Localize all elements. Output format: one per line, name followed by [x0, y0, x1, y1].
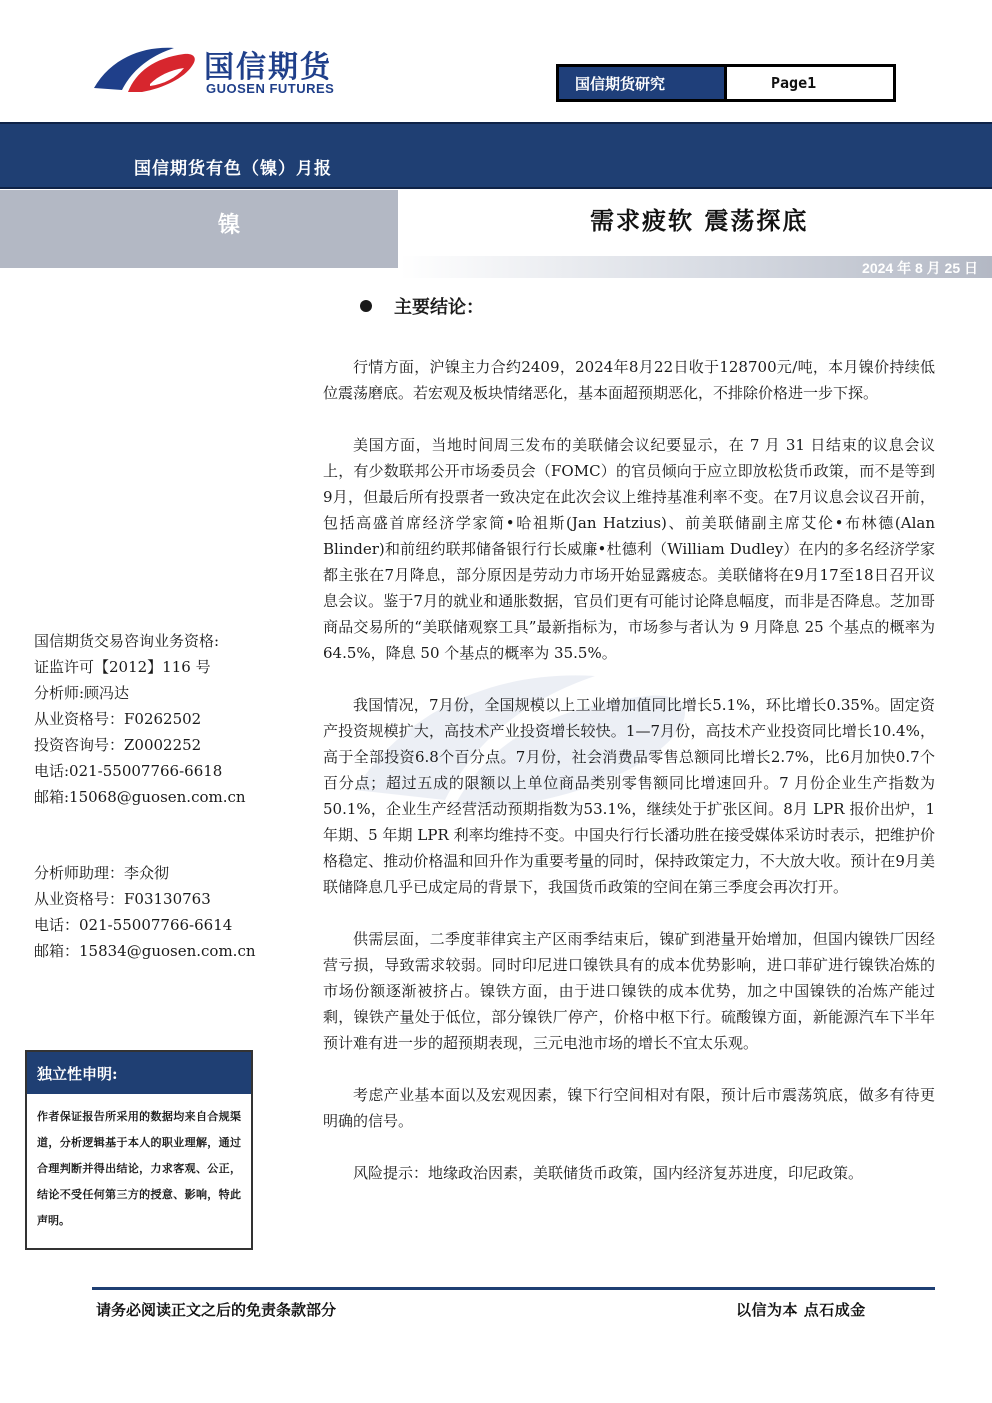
paragraph-risk: 风险提示：地缘政治因素，美联储货币政策，国内经济复苏进度，印尼政策。: [353, 1164, 864, 1182]
qualification-line: 国信期货交易咨询业务资格:: [34, 632, 220, 650]
paragraph-china: 我国情况，7月份，全国规模以上工业增加值同比增长5.1%，环比增长0.35%。固定资产投资规模扩大，高技术产业投资增长较快。1—7月份，高技术产业投资同比增长10.4%，高于全部投资6.8个百分点。7月份，社会消费品零售总额同比增长2.7%，比6月加快0.7个百分点；超过五成的限额以上单位商品类别零售额同比增速回升。7 月份企业生产指数为 50.1%，企业生产经营活动预期指数为53.1%，继续处于扩张区间。8月 LPR 报价出炉，1 年期、5 年期 LPR 利率均维持不变。中国央行行长潘功胜在接受媒体采访时表示，把维护价格稳定、推动价格温和回升作为重要考量的同时，保持政策定力，不大放大收。预计在9月美联储降息几乎已成定局的背景下，我国货币政策的空间在第三季度会再次打开。: [323, 696, 935, 896]
report-body: [323, 354, 935, 1186]
paragraph-us: 美国方面，当地时间周三发布的美联储会议纪要显示，在 7 月 31 日结束的议息会议上，有少数联邦公开市场委员会（FOMC）的官员倾向于应立即放松货币政策，而不是等到9月，但最后所有投票者一致决定在此次会议上维持基准利率不变。在7月议息会议召开前，包括高盛首席经济学家简•哈祖斯(Jan Hatzius)、前美联储副主席艾伦•布林德(Alan Blinder)和前纽约联邦储备银行行长威廉•杜德利（William Dudley）在内的多名经济学家都主张在7月降息，部分原因是劳动力市场开始显露疲态。美联储将在9月17至18日召开议息会议。鉴于7月的就业和通胀数据，官员们更有可能讨论降息幅度，而非是否降息。芝加哥商品交易所的“美联储观察工具”最新指标为，市场参与者认为 9 月降息 25 个基点的概率为 64.5%，降息 50 个基点的概率为 35.5%。: [323, 436, 935, 662]
report-title: 国信期货有色（镍）月报: [134, 159, 332, 179]
assistant-email: 邮箱：15834@guosen.com.cn: [34, 942, 256, 960]
report-date: 2024 年 8 月 25 日: [862, 260, 978, 276]
bullet-dot-icon: [360, 300, 372, 312]
analyst-info: [34, 628, 246, 810]
independence-statement-box: [25, 1050, 253, 1250]
assistant-name: 分析师助理：李众彻: [34, 864, 170, 882]
independence-text: 作者保证报告所采用的数据均来自合规渠道，分析逻辑基于本人的职业理解，通过合理判断并得出结论，力求客观、公正，结论不受任何第三方的授意、影响，特此声明。: [37, 1110, 241, 1227]
logo-emblem-icon: [92, 38, 200, 100]
conclusion-heading: [360, 293, 484, 319]
headline: 需求疲软 震荡探底: [590, 206, 809, 235]
logo-english-name: GUOSEN FUTURES: [206, 81, 335, 96]
analyst-cert: 从业资格号：F0262502: [34, 710, 202, 728]
license-line: 证监许可【2012】116 号: [34, 658, 211, 676]
metal-name: 镍: [218, 212, 241, 238]
analyst-email: 邮箱:15068@guosen.com.cn: [34, 788, 246, 806]
paragraph-outlook: 考虑产业基本面以及宏观因素，镍下行空间相对有限，预计后市震荡筑底，做多有待更明确的信号。: [323, 1086, 935, 1130]
assistant-cert: 从业资格号：F03130763: [34, 890, 211, 908]
research-page-box: [556, 64, 896, 102]
logo-chinese-name: 国信期货: [204, 50, 332, 85]
analyst-consult-id: 投资咨询号：Z0002252: [34, 736, 202, 754]
report-banner: [0, 122, 992, 189]
page-label: Page1: [727, 67, 893, 99]
footer-divider: [92, 1287, 935, 1290]
footer-disclaimer-note: 请务必阅读正文之后的免责条款部分: [96, 1301, 337, 1319]
footer-slogan: 以信为本 点石成金: [736, 1301, 866, 1319]
research-label: 国信期货研究: [559, 67, 727, 99]
analyst-name: 分析师:顾冯达: [34, 684, 130, 702]
analyst-phone: 电话:021-55007766-6618: [34, 762, 223, 780]
independence-title: 独立性申明:: [27, 1052, 251, 1094]
date-strip: [400, 256, 992, 278]
paragraph-market: 行情方面，沪镍主力合约2409，2024年8月22日收于128700元/吨，本月镍价持续低位震荡磨底。若宏观及板块情绪恶化，基本面超预期恶化，不排除价格进一步下探。: [323, 358, 935, 402]
assistant-info: [34, 860, 256, 964]
assistant-phone: 电话：021-55007766-6614: [34, 916, 233, 934]
conclusion-heading-text: 主要结论：: [394, 297, 484, 318]
paragraph-supply-demand: 供需层面，二季度菲律宾主产区雨季结束后，镍矿到港量开始增加，但国内镍铁厂因经营亏损，导致需求较弱。同时印尼进口镍铁具有的成本优势影响，进口菲矿进行镍铁冶炼的市场份额逐渐被挤占。镍铁方面，由于进口镍铁的成本优势，加之中国镍铁的冶炼产能过剩，镍铁产量处于低位，部分镍铁厂停产，价格中枢下行。硫酸镍方面，新能源汽车下半年预计难有进一步的超预期表现，三元电池市场的增长不宜太乐观。: [323, 930, 935, 1052]
metal-band: [0, 190, 398, 268]
company-logo: [92, 38, 362, 100]
